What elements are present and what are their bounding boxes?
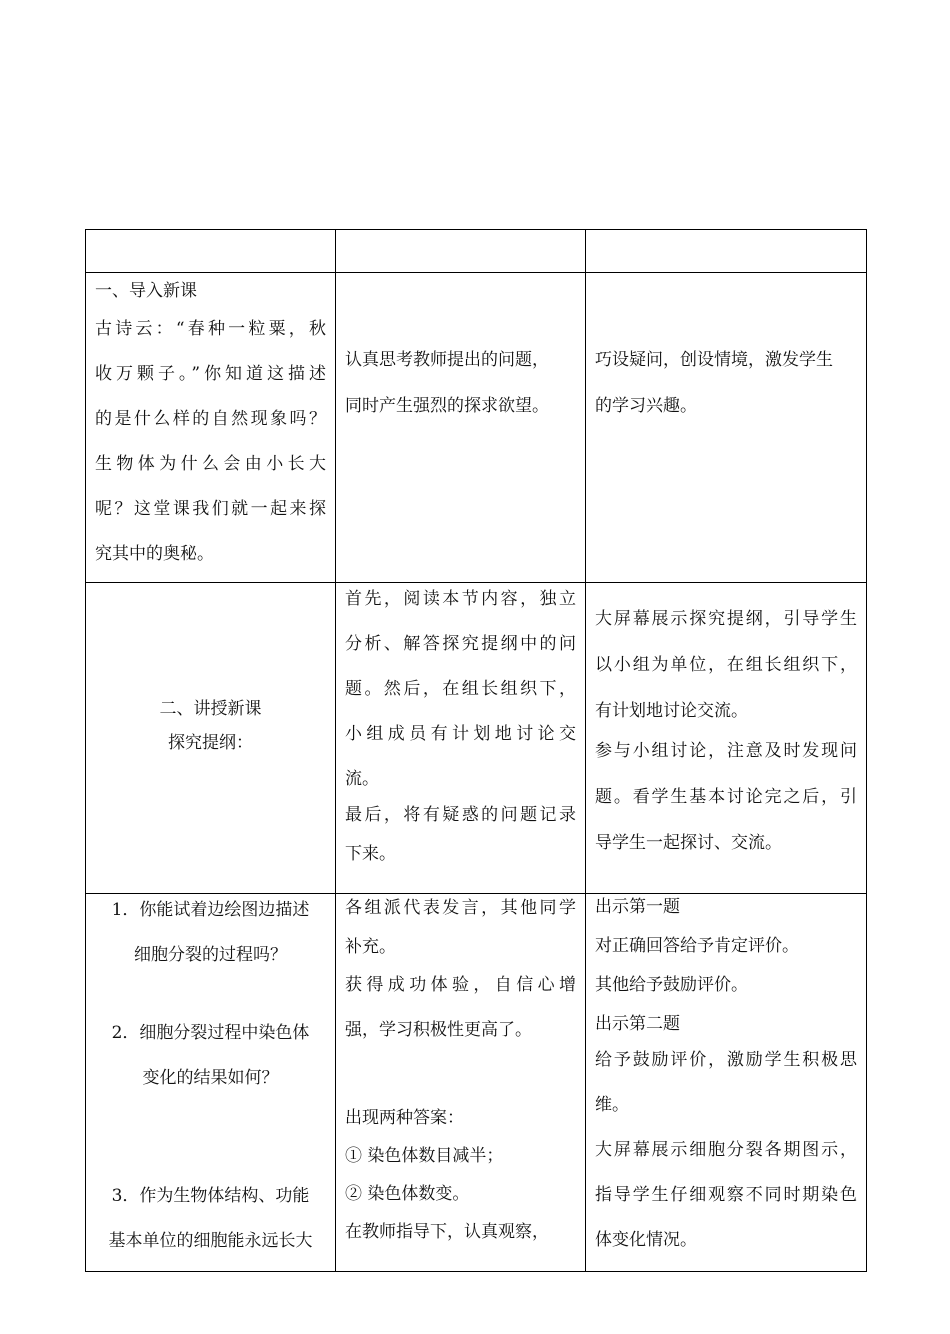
questions-intent-line: 维。 (595, 1095, 629, 1115)
questions-intent-cell (586, 894, 867, 1272)
intro-text-line: 的是什么样的自然现象吗？ (95, 409, 326, 429)
questions-intent-line: 指导学生仔细观察不同时期染色 (595, 1185, 857, 1205)
intro-student-line: 认真思考教师提出的问题， (345, 350, 549, 370)
new-lesson-intent-line: 题。看学生基本讨论完之后，引 (595, 787, 857, 807)
questions-student-line: 补充。 (345, 937, 396, 957)
questions-intent-line: 其他给予鼓励评价。 (595, 975, 748, 995)
new-lesson-student-line: 分析、解答探究提纲中的问 (345, 634, 576, 654)
questions-intent-line: 出示第一题 (595, 897, 680, 917)
new-lesson-intent-line: 导学生一起探讨、交流。 (595, 833, 782, 853)
header-cell-student (336, 230, 586, 273)
questions-intent-line: 出示第二题 (595, 1014, 680, 1034)
questions-student-cell (336, 894, 586, 1272)
questions-student-line: 获得成功体验，自信心增 (345, 975, 576, 995)
header-cell-intent (586, 230, 867, 273)
questions-intent-line: 给予鼓励评价，激励学生积极思 (595, 1050, 857, 1070)
intro-text-line: 收万颗子。”你知道这描述 (95, 364, 326, 384)
question-2-line: 2．细胞分裂过程中染色体 (111, 1023, 310, 1043)
question-3-line: 基本单位的细胞能永远长大 (108, 1231, 313, 1251)
new-lesson-intent-line: 大屏幕展示探究提纲，引导学生 (595, 609, 857, 629)
intro-student-cell (336, 273, 586, 583)
questions-student-line: ① 染色体数目减半； (345, 1146, 504, 1166)
questions-student-line: 在教师指导下，认真观察， (345, 1222, 549, 1242)
new-lesson-student-line: 下来。 (345, 844, 396, 864)
new-lesson-student-line: 首先，阅读本节内容，独立 (345, 589, 576, 609)
questions-student-line: ② 染色体数变。 (345, 1184, 470, 1204)
new-lesson-student-line: 题。然后，在组长组织下， (345, 679, 576, 699)
intro-text-line: 古诗云：“春种一粒粟，秋 (95, 319, 326, 339)
new-lesson-student-line: 流。 (345, 769, 379, 789)
questions-student-line: 各组派代表发言，其他同学 (345, 898, 576, 918)
question-1-line: 细胞分裂的过程吗？ (134, 945, 287, 965)
table-row-questions (86, 894, 867, 1272)
intro-teacher-cell (86, 273, 336, 583)
outline-label: 探究提纲： (168, 733, 253, 753)
new-lesson-student-line: 最后，将有疑惑的问题记录 (345, 805, 576, 825)
new-lesson-intent-line: 有计划地讨论交流。 (595, 701, 748, 721)
header-cell-teacher (86, 230, 336, 273)
new-lesson-intent-cell (586, 583, 867, 894)
intro-text-line: 究其中的奥秘。 (95, 544, 214, 564)
new-lesson-intent-line: 参与小组讨论，注意及时发现问 (595, 741, 857, 761)
new-lesson-teacher-cell (86, 583, 336, 894)
intro-intent-cell (586, 273, 867, 583)
question-2-line: 变化的结果如何？ (142, 1068, 279, 1088)
new-lesson-heading: 二、讲授新课 (159, 699, 262, 719)
questions-intent-line: 对正确回答给予肯定评价。 (595, 936, 799, 956)
questions-teacher-cell (86, 894, 336, 1272)
question-1-line: 1．你能试着边绘图边描述 (111, 900, 310, 920)
new-lesson-student-line: 小组成员有计划地讨论交 (345, 724, 576, 744)
intro-heading: 一、导入新课 (95, 281, 197, 301)
intro-text-line: 呢？这堂课我们就一起来探 (95, 499, 326, 519)
table-header-row (86, 230, 867, 273)
new-lesson-student-cell (336, 583, 586, 894)
questions-intent-line: 体变化情况。 (595, 1230, 697, 1250)
question-3-line: 3．作为生物体结构、功能 (111, 1186, 310, 1206)
intro-intent-line: 巧设疑问，创设情境，激发学生 (595, 350, 833, 370)
intro-text-line: 生物体为什么会由小长大 (95, 454, 326, 474)
questions-student-line: 强，学习积极性更高了。 (345, 1020, 532, 1040)
intro-intent-line: 的学习兴趣。 (595, 396, 697, 416)
intro-student-line: 同时产生强烈的探求欲望。 (345, 396, 549, 416)
questions-student-line: 出现两种答案： (345, 1108, 464, 1128)
table-row-intro (86, 273, 867, 583)
new-lesson-intent-line: 以小组为单位，在组长组织下， (595, 655, 857, 675)
questions-intent-line: 大屏幕展示细胞分裂各期图示， (595, 1140, 857, 1160)
table-row-new-lesson (86, 583, 867, 894)
lesson-plan-table (85, 229, 867, 1272)
